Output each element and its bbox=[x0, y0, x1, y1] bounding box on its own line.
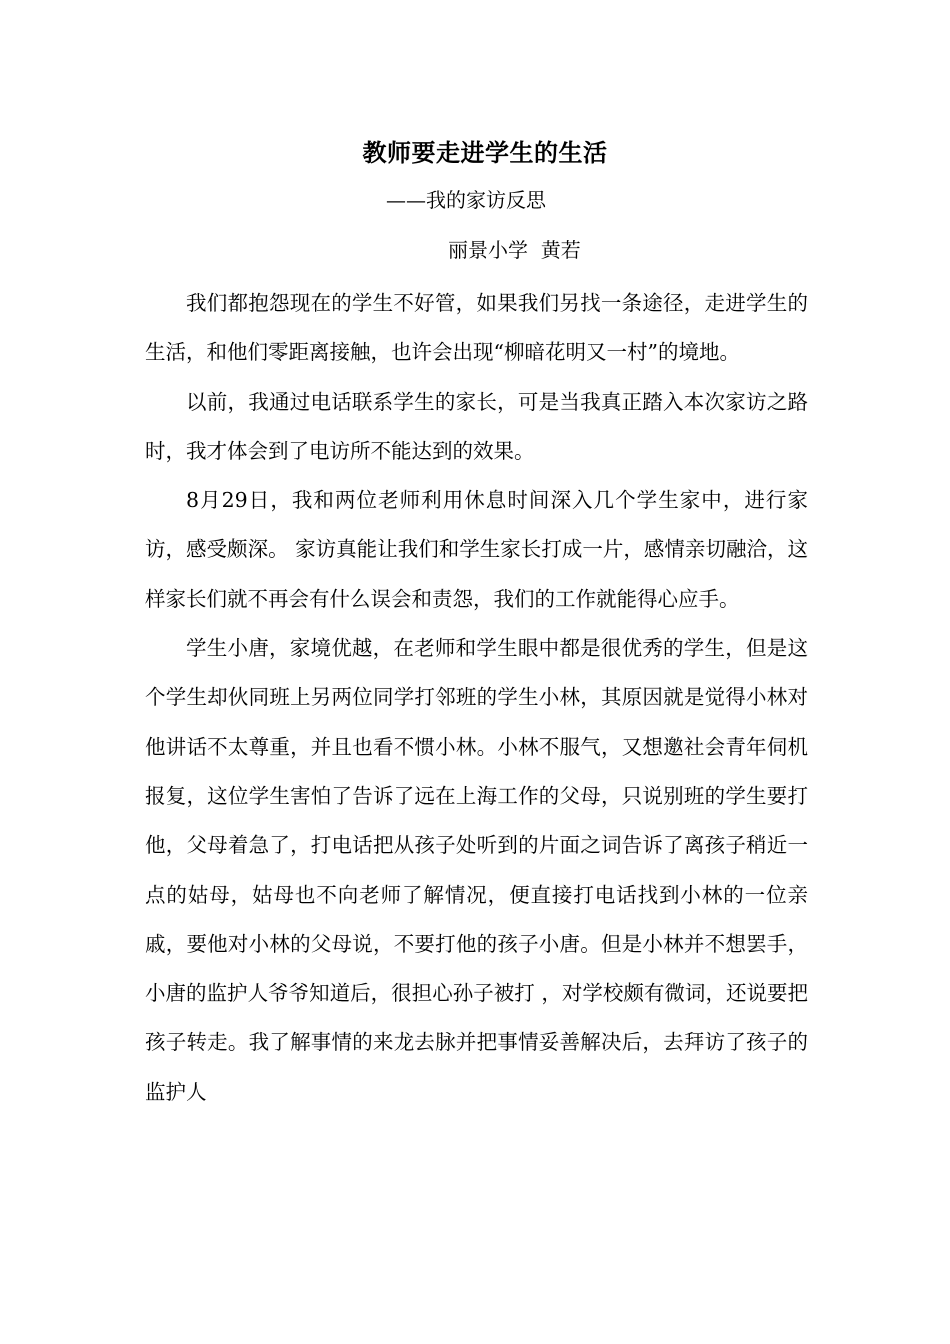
paragraph: 我们都抱怨现在的学生不好管，如果我们另找一条途径，走进学生的生活，和他们零距离接触，也许会出现“柳暗花明又一村”的境地。 bbox=[145, 291, 808, 365]
document-body bbox=[145, 279, 808, 1117]
paragraph: 8月29日，我和两位老师利用休息时间深入几个学生家中，进行家访，感受颇深。 家访真能让我们和学生家长打成一片，感情亲切融洽，这样家长们就不再会有什么误会和责怨，我们的工作就能得心应手。 bbox=[145, 488, 808, 611]
document-subtitle: ——我的家访反思 bbox=[386, 188, 546, 212]
paragraph: 学生小唐，家境优越，在老师和学生眼中都是很优秀的学生，但是这个学生却伙同班上另两位同学打邻班的学生小林，其原因就是觉得小林对他讲话不太尊重，并且也看不惯小林。小林不服气，又想邀社会青年伺机报复，这位学生害怕了告诉了远在上海工作的父母，只说别班的学生要打他，父母着急了，打电话把从孩子处听到的片面之词告诉了离孩子稍近一点的姑母，姑母也不向老师了解情况，便直接打电话找到小林的一位亲戚，要他对小林的父母说，不要打他的孩子小唐。但是小林并不想罢手，小唐的监护人爷爷知道后，很担心孙子被打 ，对学校颇有微词，还说要把孩子转走。我了解事情的来龙去脉并把事情妥善解决后，去拜访了孩子的监护人 bbox=[145, 636, 808, 1104]
document-author: 丽景小学 黄若 bbox=[448, 238, 581, 262]
document-title: 教师要走进学生的生活 bbox=[362, 138, 608, 167]
paragraph: 以前，我通过电话联系学生的家长，可是当我真正踏入本次家访之路时，我才体会到了电访所不能达到的效果。 bbox=[145, 389, 808, 463]
